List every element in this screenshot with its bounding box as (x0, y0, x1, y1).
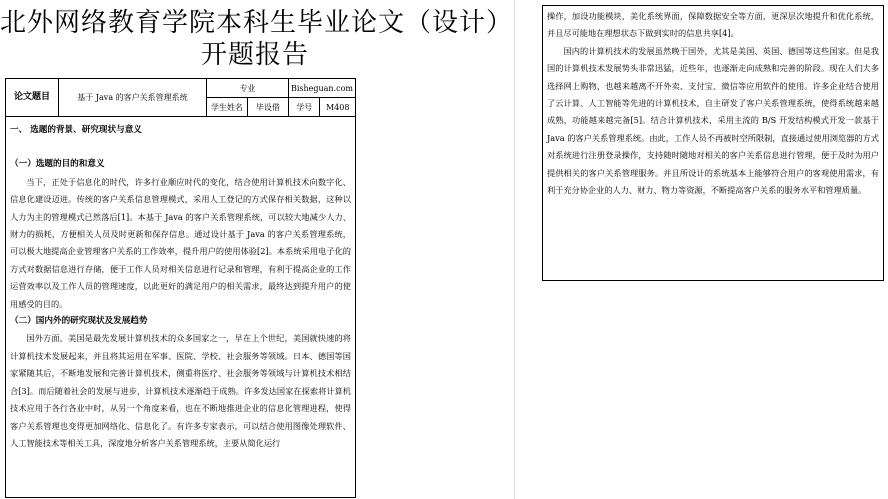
subsection-heading-2: （二）国内外的研究现状及发展趋势 (10, 316, 148, 327)
paragraph-foreign-research-cont: 操作，加设功能模块，美化系统界面，保障数据安全等方面，更深层次地提升和优化系统，并且尽可能地在理想状态下做到实时的信息共享[4]。 (547, 11, 879, 39)
thesis-info-table (6, 79, 355, 117)
section-heading-1: 一、 选题的背景、研究现状与意义 (10, 125, 142, 135)
major-value: Bisheguan.com (288, 79, 355, 98)
label-major: 专业 (206, 79, 288, 98)
label-thesis-title: 论文题目 (6, 79, 59, 117)
paragraph-domestic-research: 国内的计算机技术的发展虽然晚于国外，尤其是美国、英国、德国等这些国家。但是我国的计算机技术发展势头非常迅猛，近些年，也逐渐走向成熟和完善的阶段。现在人们大多选择网上购物，也越来越离不开外卖、支付宝、微信等应用软件的使用。许多企业结合使用了云计算、人工智能等先进的计算机技术，自主研发了客户关系管理系统，使得系统越来越成熟，功能越来越完备[5]。结合计算机技术，采用主流的 B/S 开发结构模式开发一款基于 Java 的客户关系管理系统。由此，工作人员不再被时空所限制，直接通过使用浏览器的方式对系统进行注册登录操作，支持随时随地对相关的客户关系信息进行管理，便于及时为用户提供相关的客户关系管理服务。并且所设计的系统基本上能够符合用户的客观使用需求，有利于充分协企业的人力、财力、物力等资源，不断提高客户关系的服务水平和管理质量。 (547, 45, 879, 196)
document-subtitle: 开题报告 (200, 40, 309, 70)
label-student-id: 学号 (288, 98, 320, 117)
subsection-heading-1: （一）选题的目的和意义 (10, 159, 105, 170)
document-title: 北外网络教育学院本科生毕业论文（设计） (0, 8, 514, 38)
student-id-value: M408 (320, 98, 355, 117)
thesis-title-value: 基于 Java 的客户关系管理系统 (59, 79, 207, 117)
paragraph-foreign-research: 国外方面，美国是最先发展计算机技术的众多国家之一，早在上个世纪，美国就快速的将计算机技术发展起来，并且将其运用在军事、医院、学校、社会服务等领域。日本、德国等国家紧随其后，不断地发展和完善计算机技术，侧重将医疗、社会服务等领域与计算机技术相结合[3]。而后随着社会的发展与进步，计算机技术逐渐趋于成熟。许多发达国家在探索将计算机技术应用于各行各业中时，从另一个角度来看，也在不断地推进企业的信息化管理进程，使得客户关系管理也变得更加网络化、信息化了。有许多专家表示，可以结合使用图像处理软件、人工智能技术等相关工具，深度地分析客户关系管理系统，主要从简化运行 (10, 333, 351, 448)
report-frame (5, 78, 356, 498)
report-body (10, 122, 351, 452)
report-body-continued (547, 8, 879, 199)
student-name-value: 毕设借 (247, 98, 288, 117)
report-frame-continued (542, 5, 884, 281)
paragraph-purpose: 当下，正处于信息化的时代，许多行业顺应时代的变化，结合使用计算机技术向数字化、信息化建设迈进。传统的客户关系信息管理模式，采用人工登记的方式保存相关数据，这种以人力为主的管理模式已然落后[1]。本基于 Java 的客户关系管理系统，可以较大地减少人力、财力的损耗，方便相关人员及时更新和保存信息。通过设计基于 Java 的客户关系管理系统，可以极大地提高企业管理客户关系的工作效率，提升用户的使用体验[2]。本系统采用电子化的方式对数据信息进行存储，便于工作人员对相关信息进行记录和管理，有利于提高企业的工作运营效率以及工作人员的管理速度，以此更好的满足用户的相关需求，最终达到提升用户的使用感受的目的。 (10, 176, 351, 309)
label-student-name: 学生姓名 (206, 98, 247, 117)
